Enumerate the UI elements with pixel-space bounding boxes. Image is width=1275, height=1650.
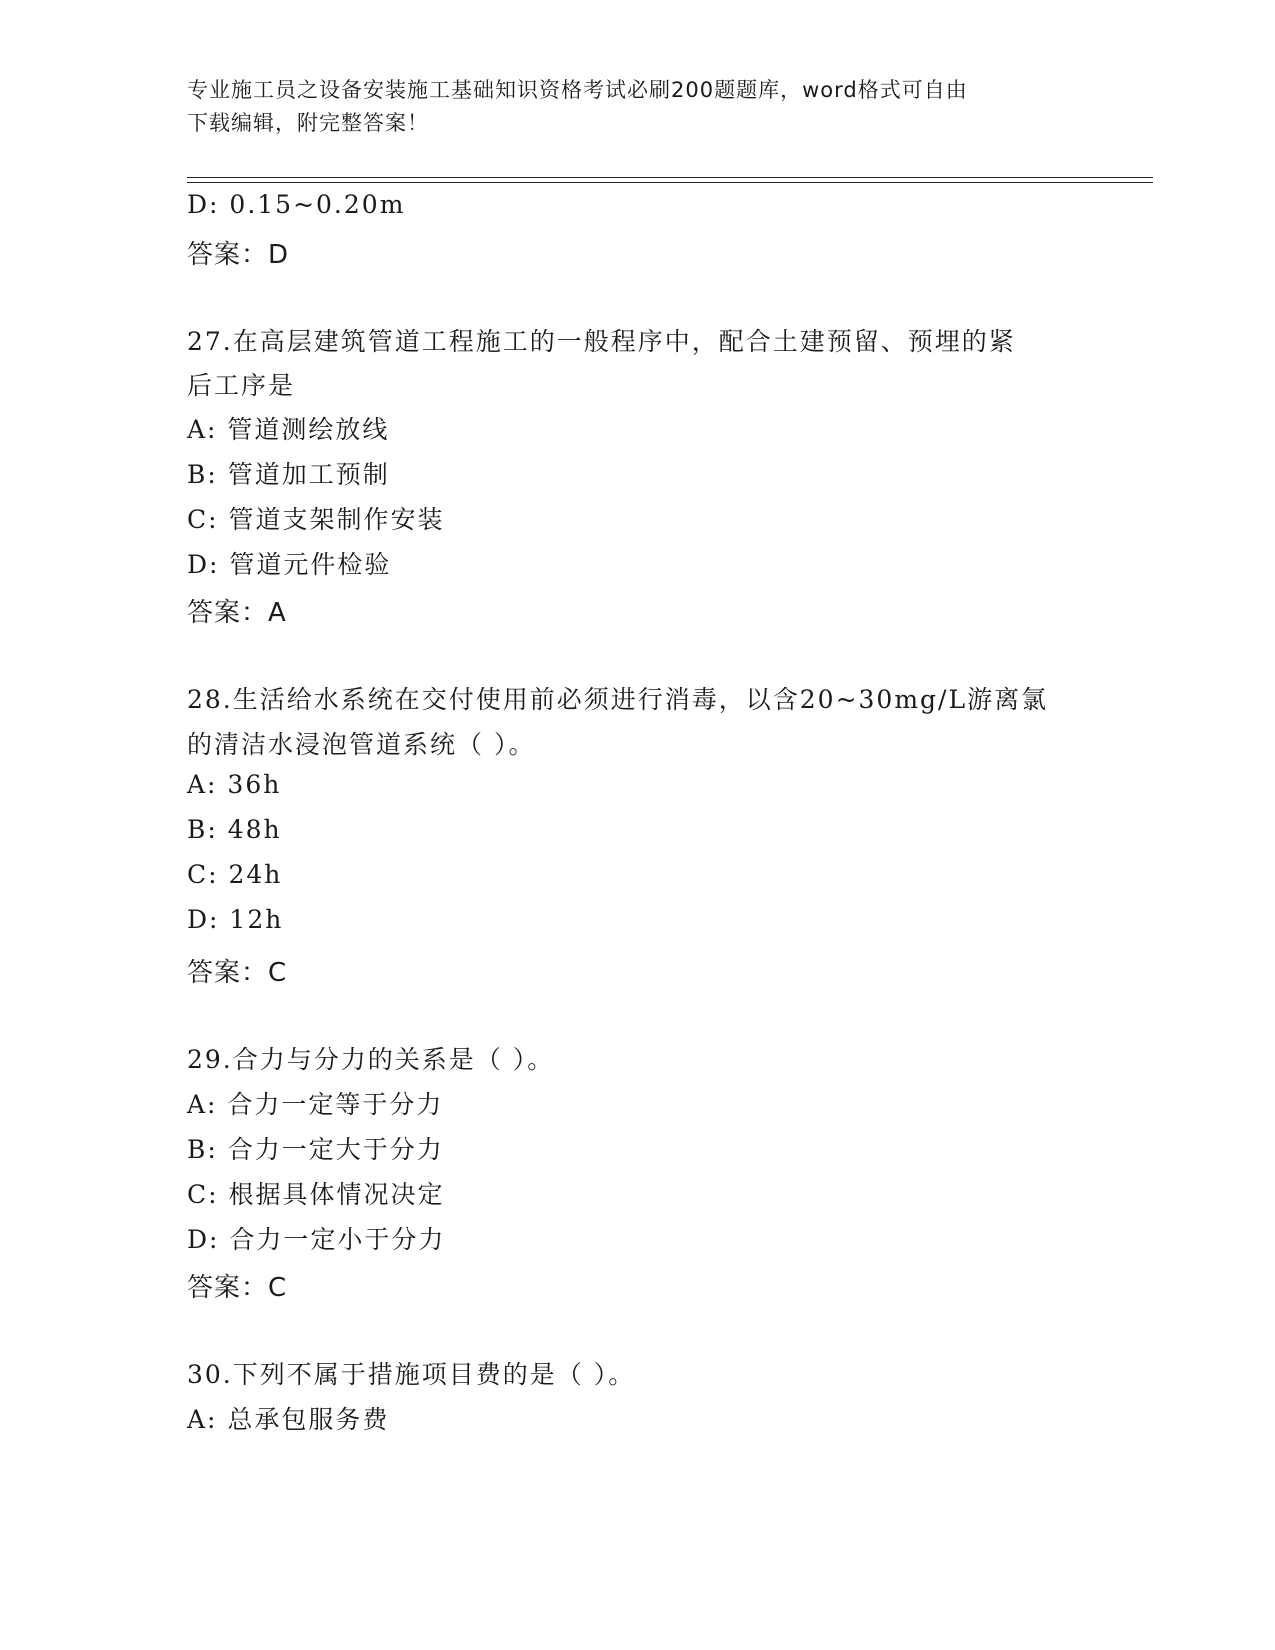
header-line-2: 下载编辑，附完整答案！ (187, 111, 429, 135)
q28-option-c: C: 24h (187, 860, 283, 889)
q27-stem-line-1: 27.在高层建筑管道工程施工的一般程序中，配合土建预留、预埋的紧 (187, 327, 1016, 356)
q27-option-c: C: 管道支架制作安装 (187, 505, 445, 534)
q28-stem-line-1: 28.生活给水系统在交付使用前必须进行消毒，以含20~30mg/L游离氯 (187, 685, 1049, 714)
prev-option-d: D: 0.15~0.20m (187, 190, 406, 219)
document-header (187, 74, 1067, 140)
q29-option-b: B: 合力一定大于分力 (187, 1135, 444, 1164)
q29-option-d: D: 合力一定小于分力 (187, 1225, 446, 1254)
q27-option-a: A: 管道测绘放线 (187, 415, 390, 444)
q30-option-a: A: 总承包服务费 (187, 1405, 390, 1434)
q28-option-d: D: 12h (187, 905, 284, 934)
q28-option-a: A: 36h (187, 770, 282, 799)
q27-stem-line-2: 后工序是 (187, 371, 296, 400)
q30-stem-line-1: 30.下列不属于措施项目费的是（ ）。 (187, 1360, 636, 1389)
header-line-1: 专业施工员之设备安装施工基础知识资格考试必刷200题题库，word格式可自由 (187, 78, 968, 102)
header-rule-top (187, 177, 1153, 178)
prev-answer: 答案：D (187, 240, 290, 270)
header-rule-bottom (187, 182, 1153, 183)
q29-option-a: A: 合力一定等于分力 (187, 1090, 444, 1119)
q29-stem-line-1: 29.合力与分力的关系是（ ）。 (187, 1045, 555, 1074)
q27-answer: 答案：A (187, 598, 287, 628)
q29-option-c: C: 根据具体情况决定 (187, 1180, 445, 1209)
q29-answer: 答案：C (187, 1273, 288, 1303)
q27-option-d: D: 管道元件检验 (187, 550, 392, 579)
q28-stem-line-2: 的清洁水浸泡管道系统（ ）。 (187, 730, 536, 759)
q27-option-b: B: 管道加工预制 (187, 460, 390, 489)
q28-answer: 答案：C (187, 958, 288, 988)
q28-option-b: B: 48h (187, 815, 282, 844)
